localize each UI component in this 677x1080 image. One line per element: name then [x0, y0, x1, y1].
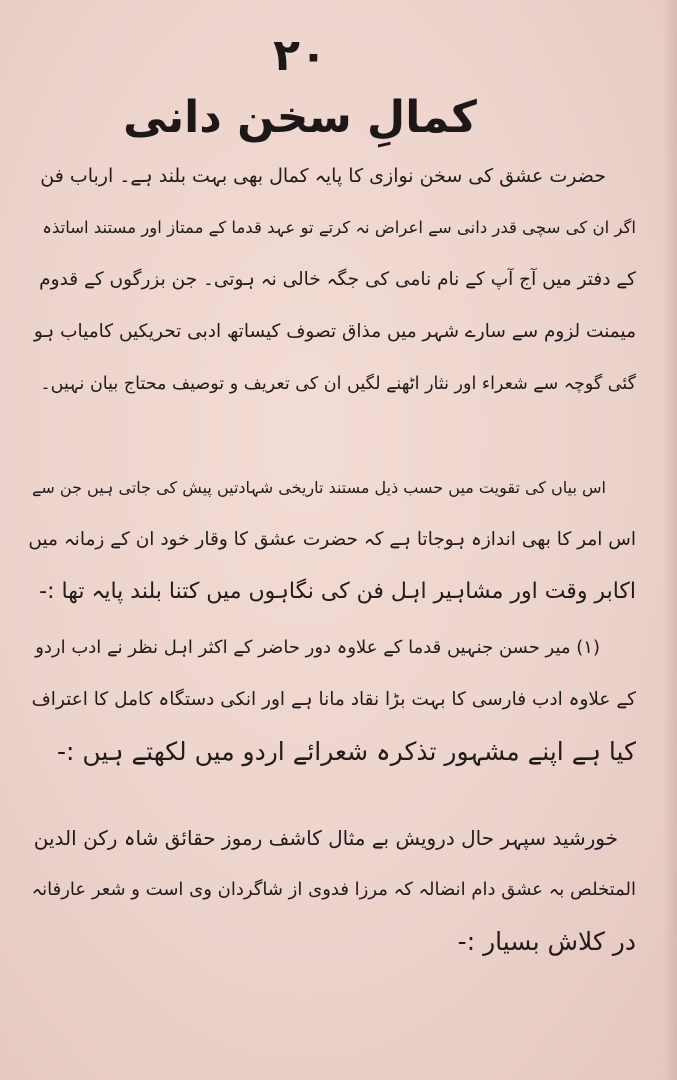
paragraph-1 [28, 150, 636, 410]
text-line: اس امر کا بھی اندازہ ہوجاتا ہے کہ حضرت عشق کا وقار خود ان کے زمانہ میں [28, 529, 636, 550]
text-line: کے دفتر میں آج آپ کے نام نامی کی جگہ خالی نہ ہوتی۔ جن بزرگوں کے قدوم [39, 269, 636, 290]
paragraph-4 [28, 812, 636, 968]
text-line: گئی گوچہ سے شعراء اور نثار اٹھنے لگیں ان کی تعریف و توصیف محتاج بیان نہیں۔ [40, 374, 636, 394]
paragraph-3 [28, 622, 636, 778]
text-line: خورشید سپہر حال درویش بے مثال کاشف رموز حقائق شاہ رکن الدین [33, 826, 618, 850]
page-number: ۲۰ [273, 30, 327, 81]
page-edge-shadow [663, 0, 677, 1080]
text-line: اگر ان کی سچی قدر دانی سے اعراض نہ کرتے تو عہد قدما کے ممتاز اور مستند اساتذہ [42, 218, 636, 237]
paragraph-2 [28, 462, 636, 618]
text-line: حضرت عشق کی سخن نوازی کا پایہ کمال بھی بہت بلند ہے۔ ارباب فن [40, 165, 606, 187]
text-line: المتخلص بہ عشق دام انضالہ کہ مرزا فدوی از شاگردان وی است و شعر عارفانہ [31, 879, 636, 900]
text-line: کیا ہے اپنے مشہور تذکرہ شعرائے اردو میں لکھتے ہیں :- [56, 737, 636, 766]
text-line: (۱) میر حسن جنہیں قدما کے علاوہ دور حاضر کے اکثر اہل نظر نے ادب اردو [35, 637, 600, 658]
text-line: اس بیاں کی تقویت میں حسب ذیل مستند تاریخی شہادتیں پیش کی جاتی ہیں جن سے [32, 478, 606, 497]
text-line: در کلاش بسیار :- [457, 927, 636, 956]
text-line: میمنت لزوم سے سارے شہر میں مذاق تصوف کیساتھ ادبی تحریکیں کامیاب ہو [33, 321, 636, 342]
text-line: اکابر وقت اور مشاہیر اہل فن کی نگاہوں میں کتنا بلند پایہ تھا :- [39, 579, 636, 604]
text-line: کے علاوہ ادب فارسی کا بہت بڑا نقاد مانا ہے اور انکی دستگاہ کامل کا اعتراف [31, 689, 636, 710]
chapter-title: کمالِ سخن دانی [123, 92, 477, 143]
